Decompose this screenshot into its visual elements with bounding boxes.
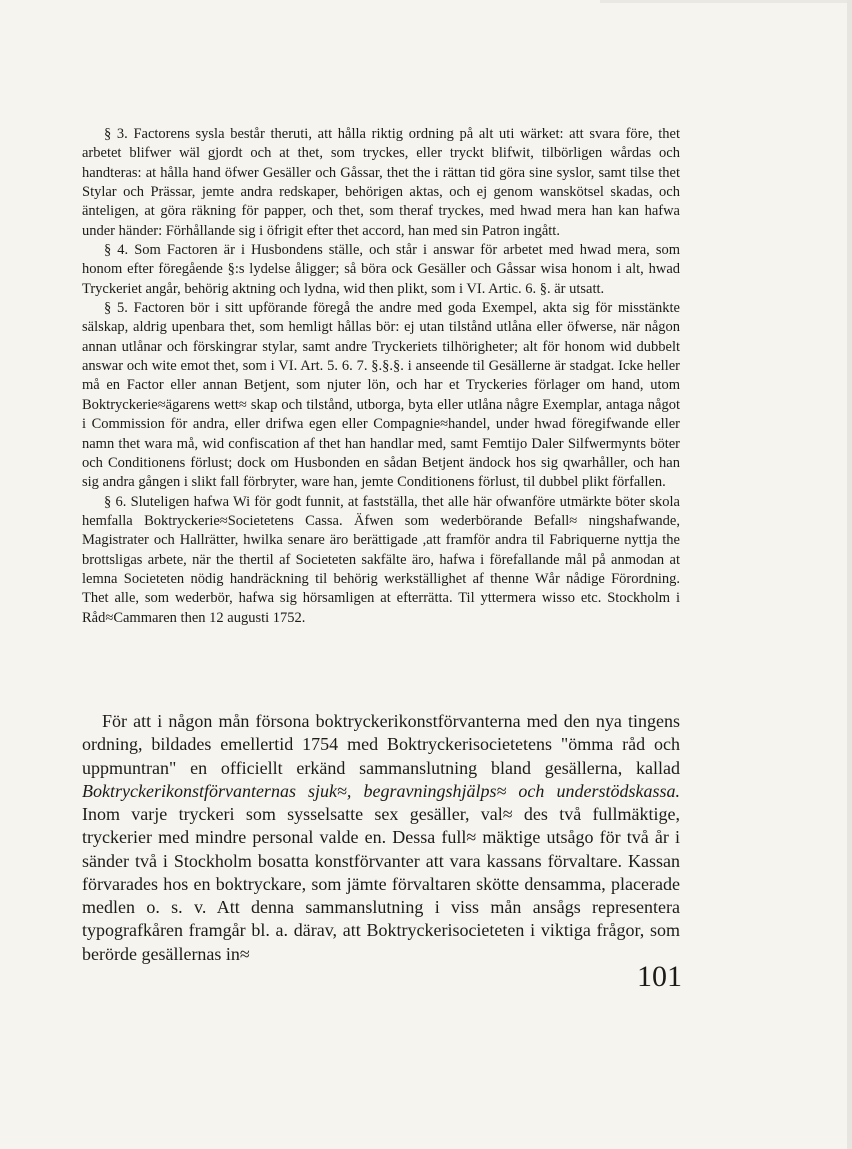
paragraph-section-3: § 3. Factorens sysla består theruti, att hålla riktig ordning på alt uti wärket: att svara före, thet arbetet blifwer wäl gjordt och at thet, som tryckes, eller tryckt blifwit, tilbörligen wårdas och handteras: at hålla hand öfwer Gesäller och Gåssar, thet the i rättan tid göra sine syslor, samt tilse thet Stylar och Prässar, jemte andra redskaper, behörigen aktas, och ej genom wanskötsel skadas, och änteligen, at göra räkning för papper, och thet, som theraf tryckes, med hwad mera han kan hafwa under händer: Förhållande sig i öfrigit efter thet accord, han med sin Patron ingått. (82, 126, 680, 239)
scan-edge-right (847, 0, 852, 1149)
main-text-part-2: Inom varje tryckeri som sysselsatte sex gesäller, val≈ des två fullmäktige, tryckerier med mindre personal valde en. Dessa full≈ mäktige utsågo för två år i sänder två i Stockholm bosatta konstförvanter att vara kassans förvaltare. Kassan förvarades hos en boktryckare, som jämte förvaltaren skötte densamma, placerade medlen o. s. v. Att denna sammanslutning i viss mån ansågs representera typografkåren framgår bl. a. därav, att Boktryckerisocieteten i viktiga frågor, som berörde gesällernas in≈ (82, 804, 680, 964)
main-text-part-1: För att i någon mån försona boktryckerikonstförvanterna med den nya tingens ordning, bildades emellertid 1754 med Boktryckerisocietetens "ömma råd och uppmuntran" en officiellt erkänd sammanslutning bland gesällerna, kallad (82, 711, 680, 778)
scan-edge-top (600, 0, 852, 3)
main-text-block (82, 710, 680, 966)
paragraph-section-6: § 6. Sluteligen hafwa Wi för godt funnit, at fastställa, thet alle här ofwanföre utmärkte böter skola hemfalla Boktryckerie≈Societetens Cassa. Äfwen som wederbörande Befall≈ ningshafwande, Magistrater och Hallrätter, hwilka senare äro berättigade ,att framför andra til Fabriquerne nyttja the brottsligas arbete, när the thertil af Societeten sakfälte äro, hafwa i förefallande mål på anmodan at lemna Societeten nödig handräckning til behörig werkställighet af thenne Wår nådige Förordning. Thet alle, som wederbör, hafwa sig hörsamligen at efterrätta. Til yttermera wisso etc. Stockholm i Råd≈Cammaren then 12 augusti 1752. (82, 493, 680, 626)
fund-name-italic: Boktryckerikonstförvanternas sjuk≈, begravningshjälps≈ och understödskassa. (82, 780, 680, 801)
page-number: 101 (637, 960, 682, 993)
main-paragraph (82, 710, 680, 966)
paragraph-section-5: § 5. Factoren bör i sitt upförande föregå the andre med goda Exempel, akta sig för misstänkte sälskap, aldrig upenbara thet, som hemligt hållas bör: ej utan tilstånd utlåna eller öfwerse, när någon annan utlånar och förskingrar stylar, samt andre Tryckeriets tilhörigheter; alt för honom wid dubbelt answar och wite emot thet, som i VI. Art. 5. 6. 7. §.§.§. i anseende til Gesällerne är stadgat. Icke heller må en Factor eller annan Betjent, som njuter lön, och har et Tryckeries förlager om hand, utom Boktryckerie≈ägarens wett≈ skap och tilstånd, utborga, byta eller utlåna någre Exemplar, antaga något i Commission för andra, eller drifwa egen eller Compagnie≈handel, under hwad föregifwande eller namn thet wara må, wid confiscation af thet han handlar med, samt Femtijo Daler Silfwermynts böter och Conditionens förlust; dock om Husbonden en sådan Betjent ändock hos sig qwarhåller, och han sig andra gången i slikt fall förbryter, ware han, jemte Conditionens förlust, til dubbel plikt förfallen. (82, 300, 680, 491)
paragraph-section-4: § 4. Som Factoren är i Husbondens ställe, och står i answar för arbetet med hwad mera, som honom efter föregående §:s lydelse åligger; så böra ock Gesäller och Gåssar wisa honom i alt, hwad Tryckeriet angår, behörig aktning och lydna, wid then plikt, som i VI. Artic. 6. §. är utsatt. (82, 242, 680, 297)
ordinance-quote-block (82, 125, 680, 628)
